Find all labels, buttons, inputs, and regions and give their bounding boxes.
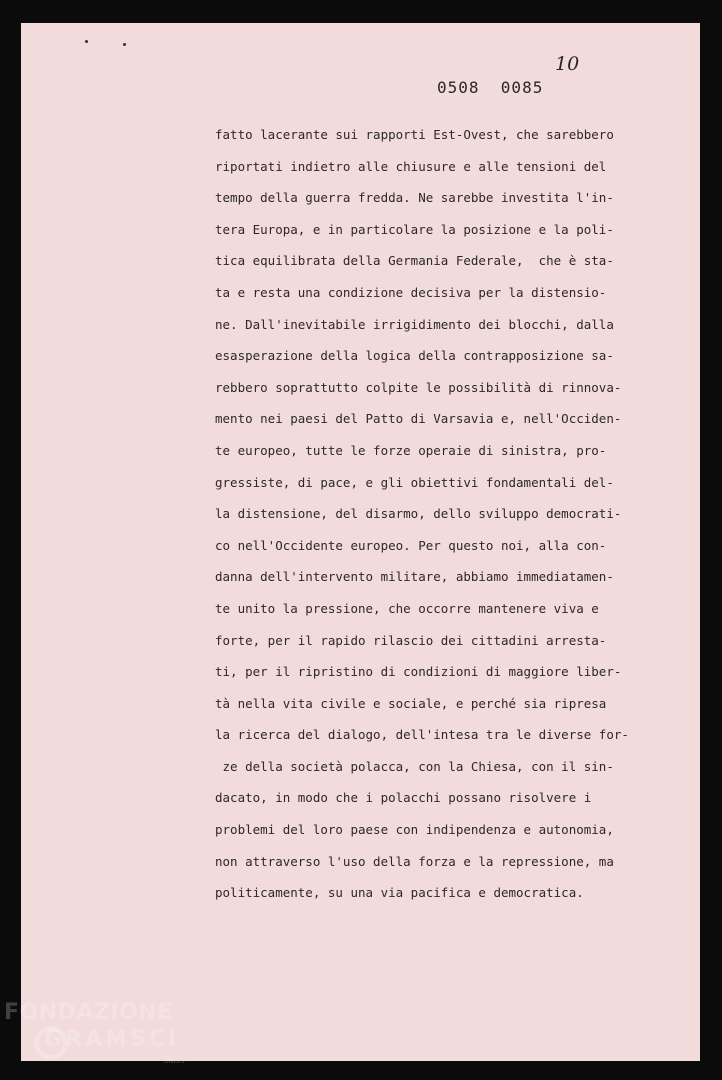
- text-line: co nell'Occidente europeo. Per questo noi, alla con-: [215, 537, 607, 553]
- text-line: dacato, in modo che i polacchi possano risolvere i: [215, 790, 592, 806]
- text-line: gressiste, di pace, e gli obiettivi fondamentali del-: [215, 474, 614, 490]
- text-line: te unito la pressione, che occorre mantenere viva e: [215, 600, 599, 616]
- watermark-line-1: FONDAZIONE: [4, 1000, 173, 1025]
- text-line: mento nei paesi del Patto di Varsavia e, nell'Occiden-: [215, 411, 622, 427]
- fondazione-gramsci-watermark: [4, 1000, 185, 1065]
- text-line: ze della società polacca, con la Chiesa, con il sin-: [215, 758, 614, 774]
- text-line: riportati indietro alle chiusure e alle tensioni del: [215, 158, 607, 174]
- text-line: la ricerca del dialogo, dell'intesa tra le diverse for-: [215, 727, 629, 743]
- text-line: te europeo, tutte le forze operaie di sinistra, pro-: [215, 442, 607, 458]
- watermark-g-ring-icon: [34, 1026, 68, 1060]
- text-line: ne. Dall'inevitabile irrigidimento dei blocchi, dalla: [215, 316, 614, 332]
- text-line: non attraverso l'uso della forza e la repressione, ma: [215, 853, 614, 869]
- document-number: 0508 0085: [437, 78, 544, 97]
- watermark-line-2: GRAMSCI: [44, 1027, 180, 1052]
- text-line: politicamente, su una via pacifica e democratica.: [215, 885, 584, 901]
- text-line: danna dell'intervento militare, abbiamo immediatamen-: [215, 569, 614, 585]
- text-line: rebbero soprattutto colpite le possibilità di rinnova-: [215, 379, 622, 395]
- text-line: ta e resta una condizione decisiva per la distensio-: [215, 284, 607, 300]
- handwritten-page-number: 10: [555, 53, 580, 75]
- watermark-sub: ONLUS: [164, 1058, 185, 1065]
- text-line: tera Europa, e in particolare la posizione e la poli-: [215, 221, 614, 237]
- text-line: problemi del loro paese con indipendenza e autonomia,: [215, 822, 614, 838]
- text-line: tica equilibrata della Germania Federale, che è sta-: [215, 253, 614, 269]
- text-line: la distensione, del disarmo, dello sviluppo democrati-: [215, 506, 622, 522]
- text-line: tempo della guerra fredda. Ne sarebbe investita l'in-: [215, 190, 614, 206]
- speck-mark: [123, 43, 126, 46]
- document-page: [21, 23, 700, 1061]
- body-text: [215, 119, 629, 909]
- text-line: ti, per il ripristino di condizioni di maggiore liber-: [215, 664, 622, 680]
- text-line: fatto lacerante sui rapporti Est-Ovest, che sarebbero: [215, 127, 614, 142]
- text-line: tà nella vita civile e sociale, e perché sia ripresa: [215, 695, 607, 711]
- text-line: forte, per il rapido rilascio dei cittadini arresta-: [215, 632, 607, 648]
- text-line: esasperazione della logica della contrapposizione sa-: [215, 348, 614, 364]
- speck-mark: [85, 40, 88, 43]
